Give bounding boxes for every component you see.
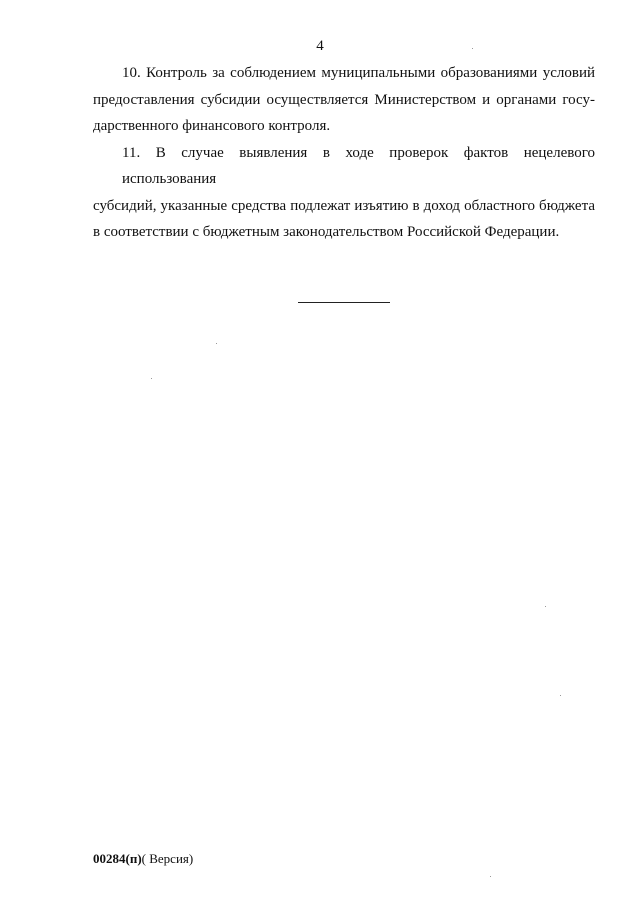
text-line: 11. В случае выявления в ходе проверок фактов нецелевого использования — [122, 144, 595, 187]
paragraph-11 — [93, 140, 595, 246]
scan-speck — [216, 343, 217, 344]
paragraph-10 — [93, 60, 595, 140]
scan-speck — [545, 606, 546, 607]
text-line: субсидий, указанные средства подлежат изъятию в доход областного бюджета — [93, 197, 595, 214]
text-line: 10. Контроль за соблюдением муниципальными образованиями условий — [122, 65, 595, 81]
document-code — [93, 851, 193, 867]
page-number: 4 — [316, 38, 324, 54]
scan-speck — [490, 876, 491, 877]
text-line: предоставления субсидии осуществляется Министерством и органами госу- — [93, 91, 595, 108]
document-code-version: ( Версия) — [141, 851, 194, 866]
scan-speck — [151, 378, 152, 379]
scan-speck — [472, 48, 473, 49]
text-line: в соответствии с бюджетным законодательством Российской Федерации. — [93, 224, 560, 240]
document-body — [93, 60, 595, 246]
scan-speck — [560, 695, 561, 696]
end-divider-line — [298, 302, 390, 303]
text-line: дарственного финансового контроля. — [93, 118, 331, 134]
document-code-number: 00284(п) — [93, 851, 142, 866]
